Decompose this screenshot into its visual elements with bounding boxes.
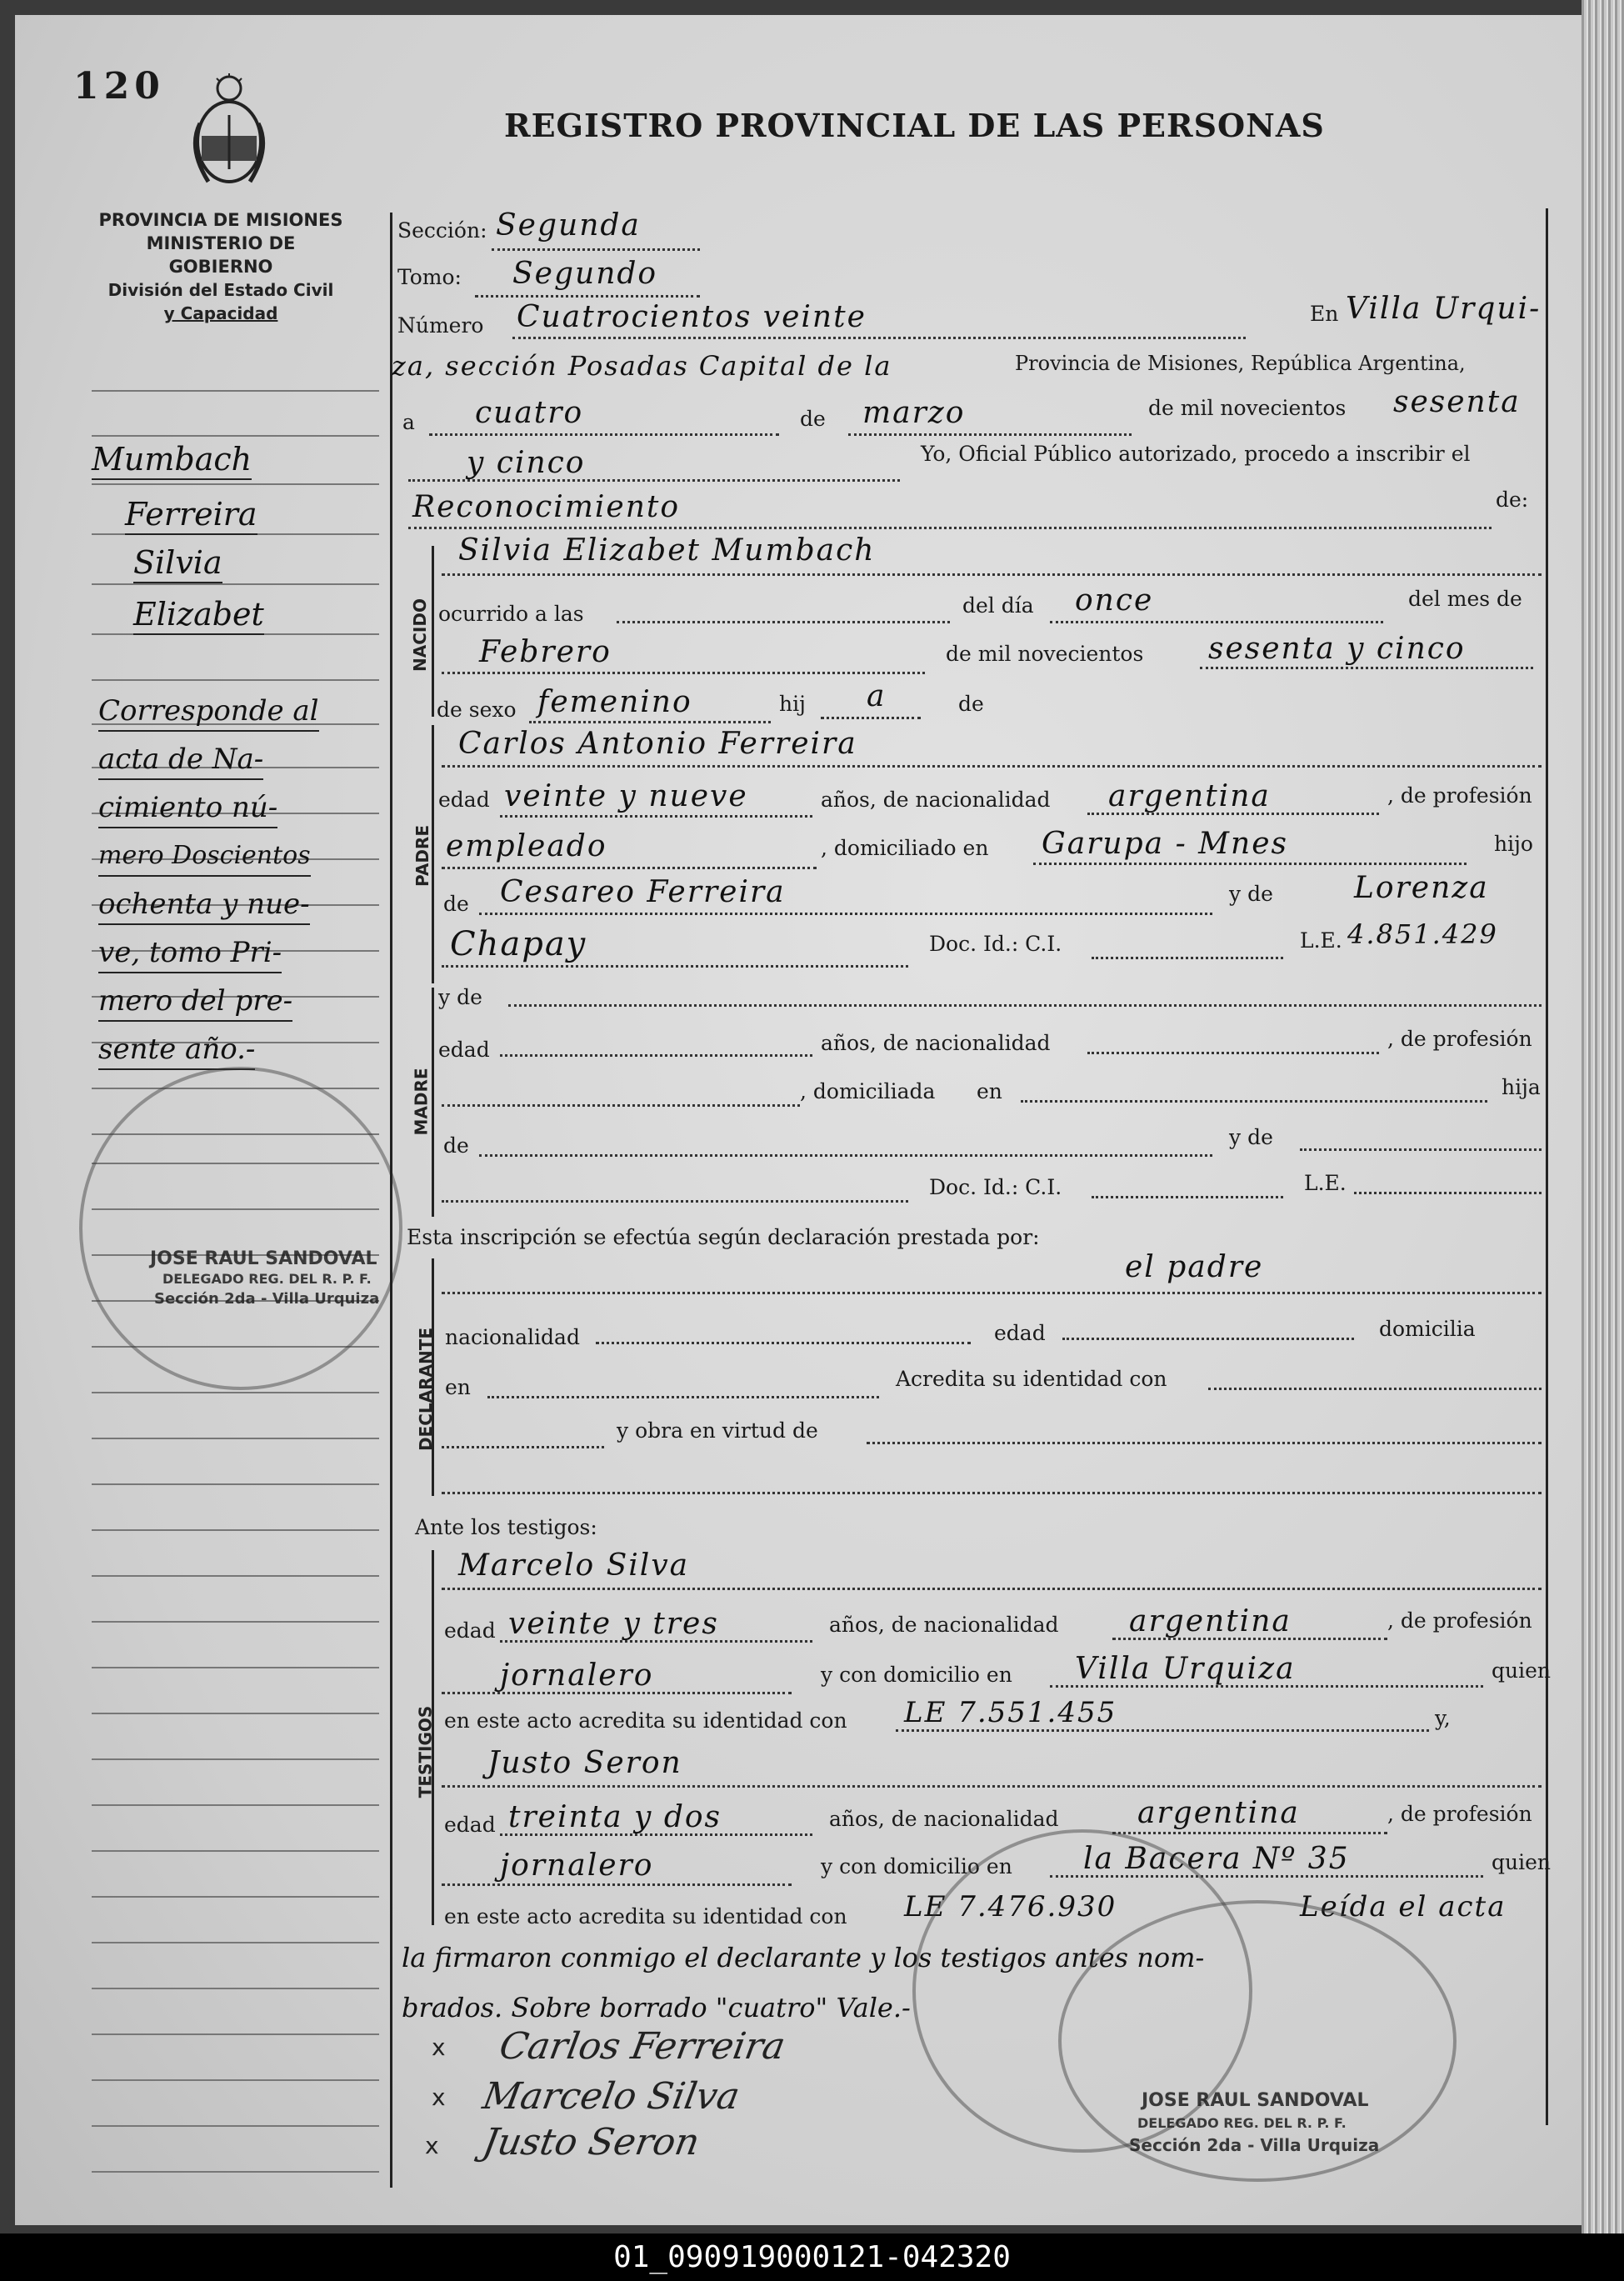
value-anio-nac: sesenta y cinco: [1208, 632, 1466, 666]
label-de2: de: [958, 692, 984, 716]
label-le2: L.E.: [1304, 1171, 1347, 1195]
value-tipo-acto: Reconocimiento: [412, 490, 681, 524]
label-de-sexo: de sexo: [437, 698, 517, 722]
margin-line: Elizabet: [133, 595, 264, 635]
value-t1-nac: argentina: [1129, 1604, 1292, 1638]
org-ministry: MINISTERIO DE GOBIERNO: [146, 233, 296, 277]
signature-mark: x: [432, 2033, 446, 2061]
value-t1-prof: jornalero: [500, 1658, 654, 1693]
value-padre-dom: Garupa - Mnes: [1042, 827, 1288, 861]
label-de-profesion: , de profesión: [1387, 783, 1532, 808]
label-acredita2: en este acto acredita su identidad con: [444, 1708, 847, 1733]
value-mes: marzo: [862, 396, 966, 430]
coat-of-arms-icon: [183, 73, 275, 194]
value-en-cont: za, sección Posadas Capital de la: [392, 350, 892, 382]
value-t1-dom: Villa Urquiza: [1075, 1652, 1296, 1686]
value-abuela: Lorenza: [1354, 871, 1489, 905]
margin-line: mero Doscientos: [98, 837, 311, 877]
form-left-border: [390, 213, 392, 2188]
page-number: 120: [73, 65, 165, 108]
label-anos-nac: años, de nacionalidad: [821, 788, 1051, 812]
value-padre-le: 4.851.429: [1347, 918, 1498, 950]
label-edad3: edad: [994, 1321, 1046, 1345]
value-cierre1: Leída el acta: [1300, 1890, 1507, 1923]
value-tomo: Segundo: [512, 257, 658, 291]
label-quien: quien: [1492, 1658, 1551, 1683]
label-y-de: y de: [1229, 882, 1273, 906]
label-anos-nac2: años, de nacionalidad: [821, 1031, 1051, 1055]
document-title: REGISTRO PROVINCIAL DE LAS PERSONAS: [504, 107, 1325, 144]
label-de4: de: [443, 1133, 469, 1158]
label-provincia: Provincia de Misiones, República Argentina,: [1015, 352, 1466, 375]
label-de3: de: [443, 892, 469, 916]
section-declarante: DECLARANTE: [416, 1327, 437, 1452]
label-domiciliado: , domiciliado en: [821, 836, 989, 860]
org-province: PROVINCIA DE MISIONES: [98, 210, 343, 230]
margin-line: Corresponde al: [98, 692, 319, 732]
margin-line: ve, tomo Pri-: [98, 933, 282, 973]
org-capacity: y Capacidad: [163, 303, 278, 323]
section-nacido: NACIDO: [409, 598, 430, 672]
margin-line: Ferreira: [125, 495, 257, 535]
label-y-de2: y de: [438, 985, 482, 1009]
label-y-comma: y,: [1435, 1706, 1451, 1730]
label-acredita3: en este acto acredita su identidad con: [444, 1904, 847, 1928]
label-domiciliada: , domiciliada: [800, 1079, 936, 1103]
margin-line: Silvia: [133, 543, 222, 583]
margin-line: mero del pre-: [98, 982, 292, 1022]
label-ante-testigos: Ante los testigos:: [415, 1515, 597, 1539]
label-nacionalidad: nacionalidad: [445, 1325, 580, 1349]
label-del-mes: del mes de: [1408, 587, 1522, 611]
value-numero: Cuatrocientos veinte: [517, 300, 867, 334]
label-seccion: Sección:: [397, 218, 487, 243]
label-anos-nac4: años, de nacionalidad: [829, 1613, 1059, 1637]
page-edges: [1582, 0, 1624, 2233]
value-anio: sesenta: [1393, 385, 1521, 419]
label-doc-id2: Doc. Id.: C.I.: [929, 1175, 1062, 1199]
value-declarante: el padre: [1125, 1250, 1264, 1284]
value-t1-edad: veinte y tres: [508, 1607, 719, 1641]
value-nombre-nacido: Silvia Elizabet Mumbach: [458, 533, 876, 568]
form-right-border: [1546, 208, 1548, 2125]
label-hija: hija: [1502, 1075, 1541, 1099]
label-de-mil: de mil novecientos: [1148, 396, 1347, 420]
value-cierre2: la firmaron conmigo el declarante y los testigos antes nom-: [402, 1942, 1205, 1973]
label-acredita: Acredita su identidad con: [896, 1367, 1167, 1391]
value-cierre3: brados. Sobre borrado "cuatro" Vale.-: [402, 1992, 911, 2023]
label-en3: en: [445, 1375, 471, 1399]
value-testigo2: Justo Seron: [487, 1746, 682, 1780]
label-con-domicilio: y con domicilio en: [821, 1663, 1012, 1687]
label-inscripcion: Esta inscripción se efectúa según declaración prestada por:: [407, 1225, 1040, 1249]
value-padre-nac: argentina: [1108, 779, 1271, 813]
label-con-domicilio2: y con domicilio en: [821, 1854, 1012, 1878]
label-de-mil2: de mil novecientos: [946, 642, 1144, 666]
value-padre-edad: veinte y nueve: [504, 779, 748, 813]
signature-2: Marcelo Silva: [479, 2075, 743, 2118]
label-yo-oficial: Yo, Oficial Público autorizado, procedo a inscribir el: [921, 442, 1471, 466]
label-en2: en: [977, 1079, 1002, 1103]
section-testigos: TESTIGOS: [415, 1705, 436, 1798]
label-quien2: quien: [1492, 1850, 1551, 1874]
value-dia-nac: once: [1075, 583, 1154, 618]
section-madre: MADRE: [411, 1068, 432, 1136]
stamp-role: DELEGADO REG. DEL R. P. F.: [1137, 2115, 1347, 2131]
label-de-profesion5: , de profesión: [1387, 1802, 1532, 1826]
value-sexo: femenino: [537, 685, 692, 719]
value-abuela-cont: Chapay: [450, 925, 587, 963]
label-le: L.E.: [1300, 928, 1342, 953]
value-t2-prof: jornalero: [500, 1848, 654, 1883]
label-de-colon: de:: [1496, 488, 1529, 512]
margin-line: sente año.-: [98, 1030, 255, 1070]
label-tomo: Tomo:: [397, 265, 462, 289]
signature-1: Carlos Ferreira: [496, 2025, 789, 2068]
label-a: a: [402, 410, 415, 434]
value-dia: cuatro: [475, 396, 584, 430]
org-block: [92, 208, 350, 325]
value-seccion: Segunda: [496, 208, 641, 243]
value-t2-doc: LE 7.476.930: [904, 1890, 1117, 1923]
value-t2-nac: argentina: [1137, 1796, 1300, 1830]
label-domicilia: domicilia: [1379, 1317, 1476, 1341]
signature-mark: x: [425, 2132, 439, 2159]
margin-line: Mumbach: [92, 440, 252, 480]
value-t2-edad: treinta y dos: [508, 1800, 722, 1834]
label-edad4: edad: [444, 1618, 496, 1643]
label-y-de3: y de: [1229, 1125, 1273, 1149]
official-stamp: [79, 1067, 402, 1390]
margin-line: cimiento nú-: [98, 788, 277, 828]
label-anos-nac5: años, de nacionalidad: [829, 1807, 1059, 1831]
label-hijo: hijo: [1494, 832, 1533, 856]
label-en: En: [1310, 302, 1339, 326]
stamp-name: JOSE RAUL SANDOVAL: [150, 1248, 377, 1269]
label-de: de: [800, 407, 826, 431]
label-edad2: edad: [438, 1038, 490, 1062]
value-hij-suffix: a: [867, 679, 887, 713]
value-testigo1: Marcelo Silva: [458, 1548, 690, 1583]
label-edad: edad: [438, 788, 490, 812]
label-y-obra: y obra en virtud de: [617, 1418, 818, 1443]
label-de-profesion4: , de profesión: [1387, 1608, 1532, 1633]
margin-line: ochenta y nue-: [98, 885, 310, 925]
image-id-footer: 01_090919000121-042320: [0, 2233, 1624, 2281]
label-del-dia: del día: [962, 593, 1034, 618]
value-padre-nombre: Carlos Antonio Ferreira: [458, 727, 857, 761]
stamp-name: JOSE RAUL SANDOVAL: [1142, 2090, 1369, 2111]
value-mes-nac: Febrero: [479, 635, 612, 669]
signature-3: Justo Seron: [479, 2121, 703, 2163]
value-t1-doc: LE 7.551.455: [904, 1696, 1117, 1729]
label-ocurrido: ocurrido a las: [438, 602, 584, 626]
label-doc-id: Doc. Id.: C.I.: [929, 932, 1062, 956]
stamp-office: Sección 2da - Villa Urquiza: [154, 1290, 380, 1308]
label-edad5: edad: [444, 1813, 496, 1837]
stamp-role: DELEGADO REG. DEL R. P. F.: [162, 1271, 372, 1287]
value-en: Villa Urqui-: [1346, 292, 1542, 326]
stamp-office: Sección 2da - Villa Urquiza: [1129, 2135, 1380, 2155]
label-hij: hij: [779, 692, 806, 716]
value-padre-prof: empleado: [446, 829, 607, 863]
value-anio-cont: y cinco: [467, 446, 586, 480]
signature-mark: x: [432, 2083, 446, 2111]
margin-line: acta de Na-: [98, 740, 263, 780]
value-t2-dom: la Bacera Nº 35: [1083, 1842, 1350, 1876]
label-de-profesion2: , de profesión: [1387, 1027, 1532, 1051]
section-padre: PADRE: [412, 825, 432, 887]
label-numero: Número: [397, 313, 484, 338]
value-abuelo: Cesareo Ferreira: [500, 875, 786, 909]
org-division: División del Estado Civil: [107, 280, 334, 300]
